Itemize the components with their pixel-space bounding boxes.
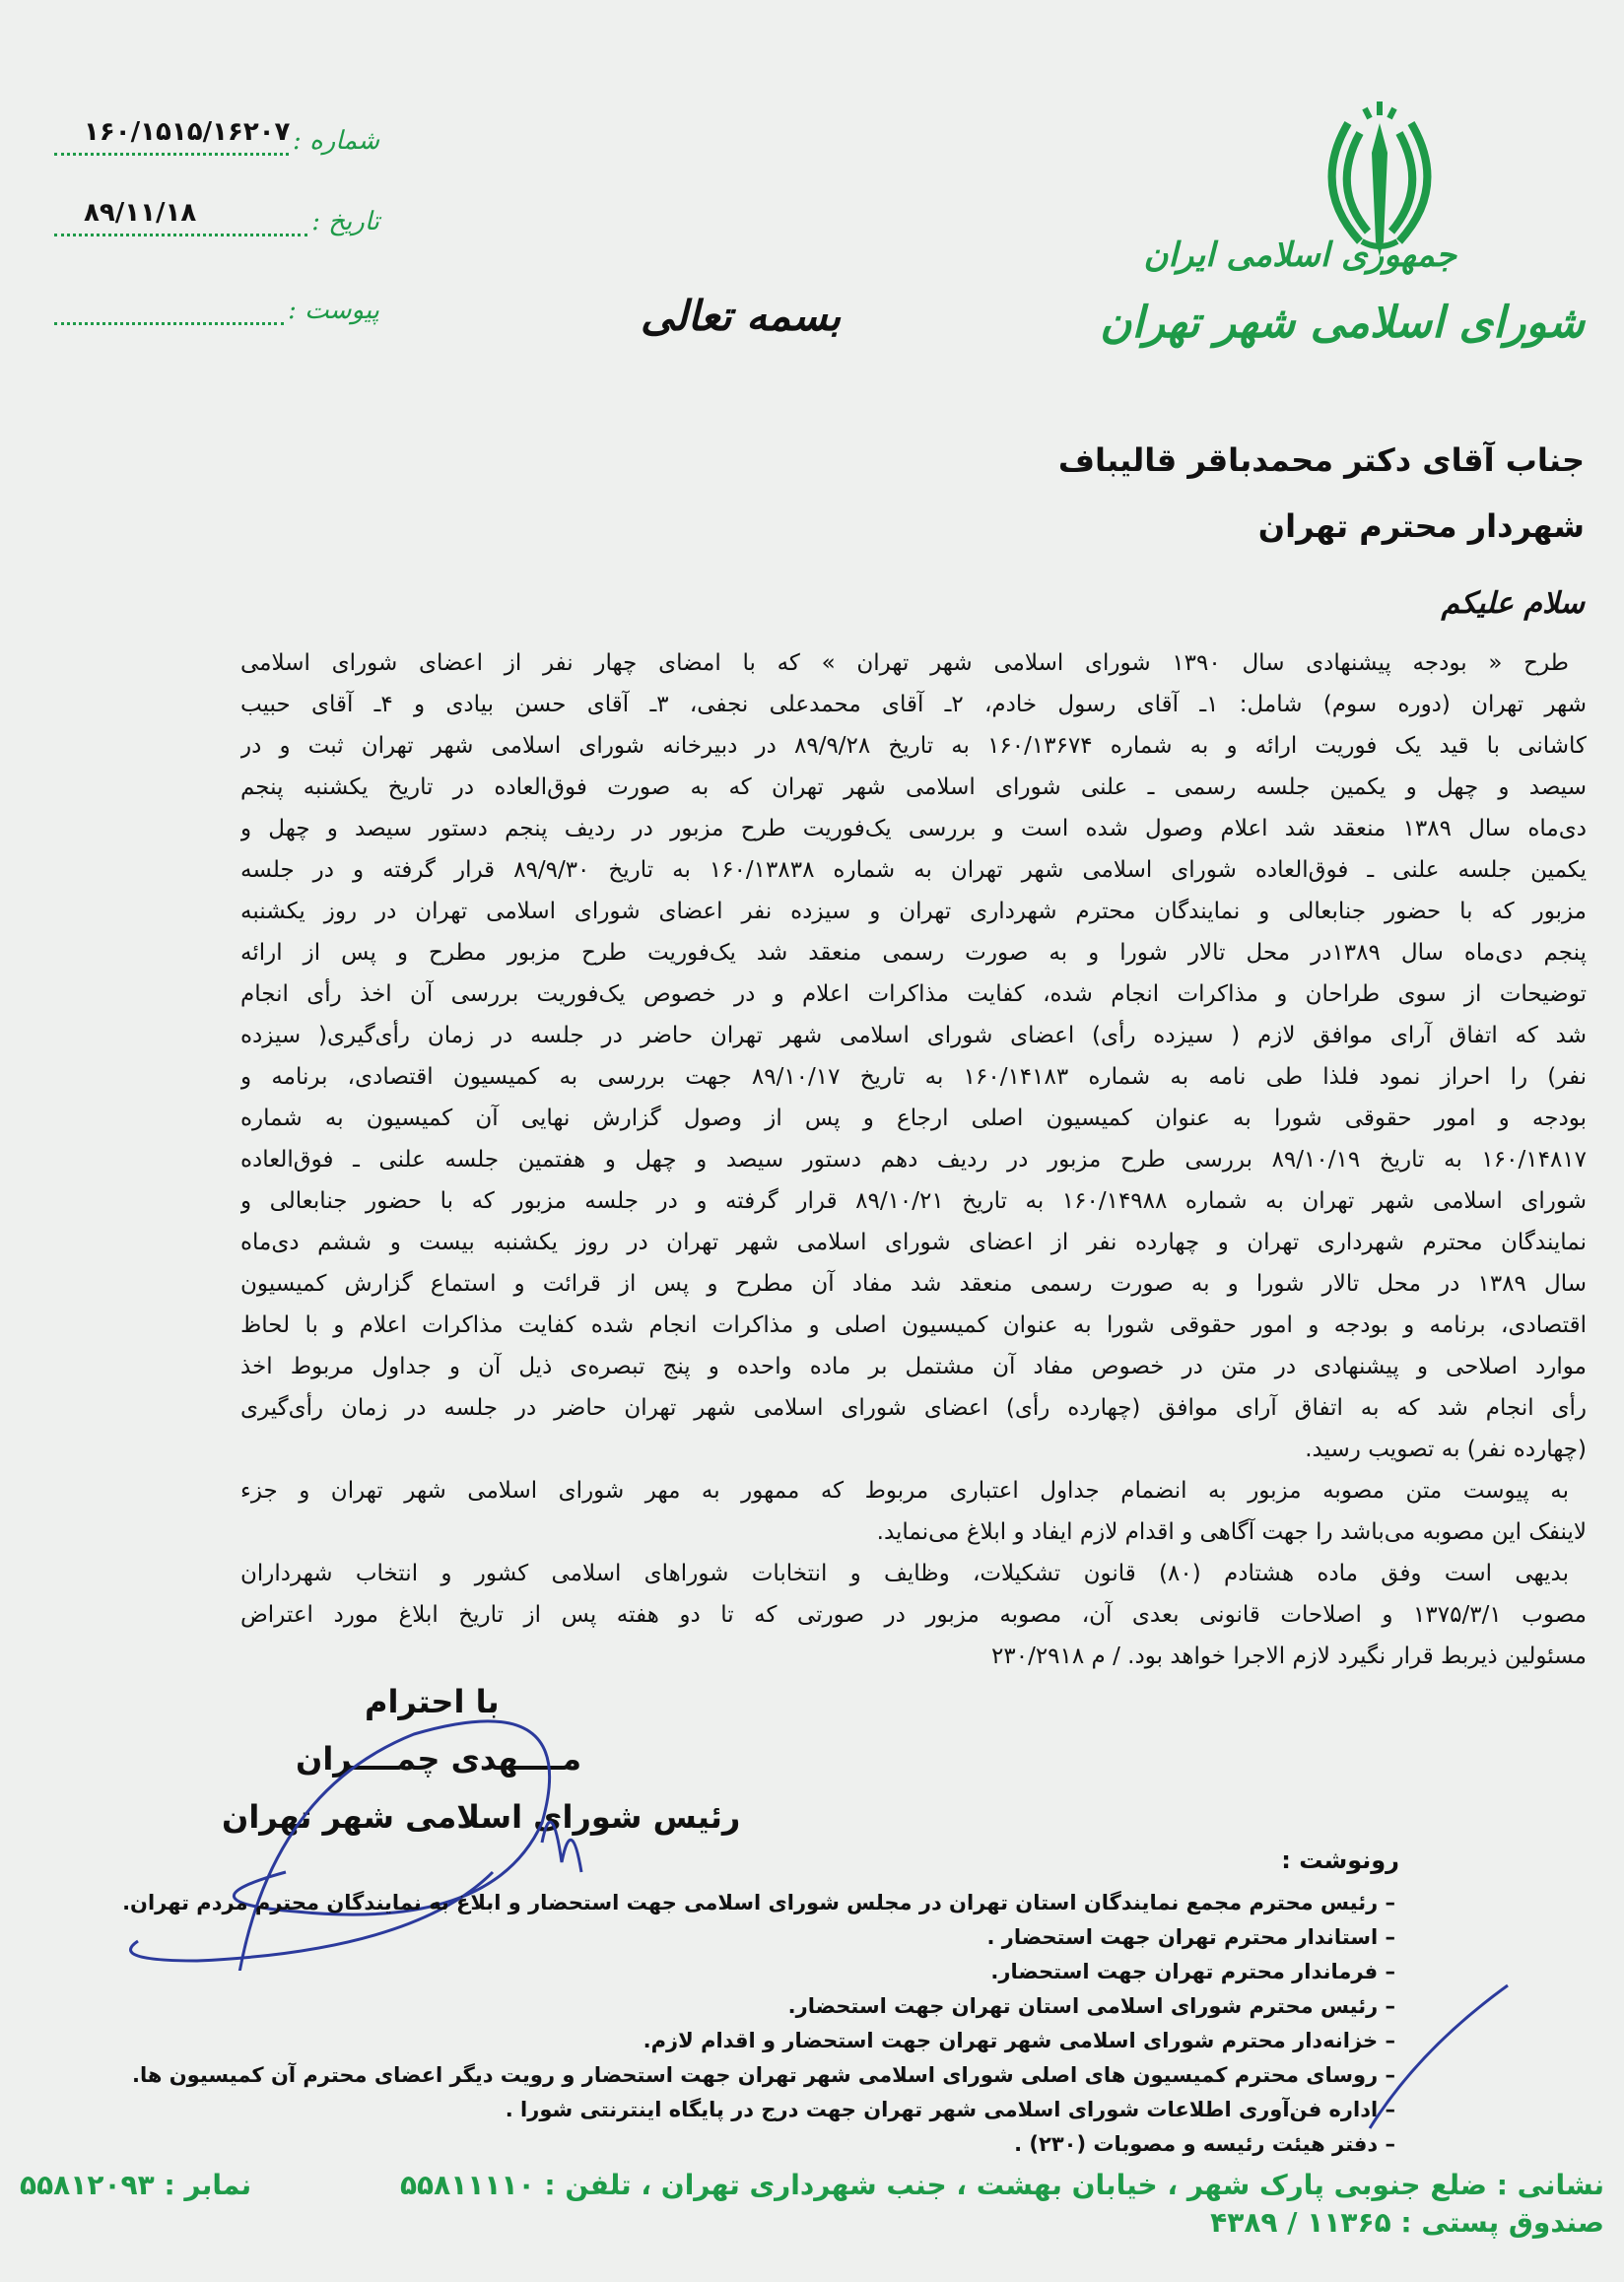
closing: با احترام: [365, 1683, 500, 1720]
cc-item: – فرماندار محترم تهران جهت استحضار.: [990, 1960, 1395, 1983]
footer-address: نشانی : ضلع جنوبی پارک شهر ، خیابان بهشت ، جنب شهرداری تهران ، تلفن : ۵۵۸۱۱۱۱۰: [399, 2169, 1604, 2201]
body-line: موارد اصلاحی و پیشنهادی در متن در خصوص مفاد آن مشتمل بر ماده واحده و پنج تبصره‌ی ذیل آن و جداول مربوط اخذ: [240, 1354, 1587, 1379]
letter-body: [240, 642, 1587, 1677]
date-value: ۸۹/۱۱/۱۸: [84, 198, 197, 228]
body-line: سیصد و چهل و یکمین جلسه رسمی ـ علنی شورای اسلامی شهر تهران که به صورت فوق‌العاده در تاریخ یکشنبه پنجم: [240, 774, 1587, 800]
body-line: پنجم دی‌ماه سال ۱۳۸۹در محل تالار شورا و به صورت رسمی منعقد شد یک‌فوریت طرح مزبور مطرح و پس از ارائه: [240, 940, 1587, 966]
body-line: توضیحات از سوی طراحان و مذاکرات انجام شده، کفایت مذاکرات اعلام و در خصوص یک‌فوریت بررسی آن اخذ رأی انجام: [240, 981, 1587, 1007]
body-line: کاشانی با قید یک فوریت ارائه و به شماره ۱۶۰/۱۳۶۷۴ به تاریخ ۸۹/۹/۲۸ در دبیرخانه شورای اسلامی شهر تهران ثبت و در: [240, 733, 1587, 759]
body-line: سال ۱۳۸۹ در محل تالار شورا و به صورت رسمی منعقد شد مفاد آن مطرح و پس از قرائت و استماع گزارش کمیسیون: [240, 1271, 1587, 1297]
addressee-title: شهردار محترم تهران: [1257, 507, 1585, 545]
body-line: دی‌ماه سال ۱۳۸۹ منعقد شد اعلام وصول شده است و بررسی یک‌فوریت طرح مزبور در ردیف پنجم دستور سیصد و چهل و: [240, 816, 1587, 841]
body-line: بدیهی است وفق ماده هشتادم (۸۰) قانون تشکیلات، وظایف و انتخابات شوراهای اسلامی کشور و انتخاب شهرداران: [240, 1561, 1569, 1586]
body-line: نمایندگان محترم شهرداری تهران و چهارده نفر از اعضای شورای اسلامی شهر تهران در روز یکشنبه بیست و ششم دی‌ماه: [240, 1230, 1587, 1255]
greeting: سلام علیکم: [1441, 586, 1585, 621]
cc-item: – خزانه‌دار محترم شورای اسلامی شهر تهران جهت استحضار و اقدام لازم.: [643, 2029, 1395, 2052]
body-line: به پیوست متن مصوبه مزبور به انضمام جداول اعتباری مربوط که ممهور به مهر شورای اسلامی شهر تهران و جزء: [240, 1478, 1569, 1504]
signer-name: مــــهدی چمــــران: [296, 1740, 582, 1778]
body-line: (چهارده نفر) به تصویب رسید.: [1305, 1437, 1587, 1462]
cc-item: – اداره فن‌آوری اطلاعات شورای اسلامی شهر تهران جهت درج در پایگاه اینترنتی شورا .: [505, 2098, 1395, 2121]
body-line: مسئولین ذیربط قرار نگیرد لازم الاجرا خواهد بود. / م ۲۳۰/۲۹۱۸: [991, 1644, 1587, 1669]
body-line: لاینفک این مصوبه می‌باشد را جهت آگاهی و اقدام لازم ایفاد و ابلاغ می‌نماید.: [876, 1519, 1587, 1545]
body-line: اقتصادی، برنامه و بودجه و امور حقوقی شورا به عنوان کمیسیون اصلی و مذاکرات انجام شده کفایت مذاکرات اعلام و با لحاظ: [240, 1312, 1587, 1338]
body-line: بودجه و امور حقوقی شورا به عنوان کمیسیون اصلی ارجاع و پس از وصول گزارش نهایی آن کمیسیون به شماره: [240, 1106, 1587, 1131]
number-field: [54, 116, 379, 156]
attachment-field: [54, 286, 379, 325]
attachment-label: پیوست :: [288, 296, 379, 325]
body-line: طرح « بودجه پیشنهادی سال ۱۳۹۰ شورای اسلامی شهر تهران » که با امضای چهار نفر از اعضای شورای اسلامی: [240, 650, 1569, 676]
number-label: شماره :: [293, 126, 379, 156]
body-line: شورای اسلامی شهر تهران به شماره ۱۶۰/۱۴۹۸۸ به تاریخ ۸۹/۱۰/۲۱ قرار گرفته و در جلسه مزبور که با حضور جنابعالی و: [240, 1188, 1587, 1214]
cc-item: – رئیس محترم شورای اسلامی استان تهران جهت استحضار.: [787, 1994, 1395, 2018]
cc-item: – روسای محترم کمیسیون های اصلی شورای اسلامی شهر تهران جهت استحضار و رویت دیگر اعضای محترم آن کمیسیون ها.: [132, 2063, 1395, 2087]
body-line: مصوب ۱۳۷۵/۳/۱ و اصلاحات قانونی بعدی آن، مصوبه مزبور در صورتی که تا دو هفته پس از تاریخ ابلاغ مورد اعتراض: [240, 1602, 1587, 1628]
number-dotted-line: [54, 117, 291, 156]
body-line: شهر تهران (دوره سوم) شامل: ۱ـ آقای رسول خادم، ۲ـ آقای محمدعلی نجفی، ۳ـ آقای حسن بیادی و ۴ـ آقای حبیب: [240, 692, 1587, 717]
cc-item: – دفتر هیئت رئیسه و مصوبات (۲۳۰) .: [1014, 2132, 1395, 2156]
attachment-dotted-line: [54, 293, 284, 325]
signer-title: رئیس شورای اسلامی شهر تهران: [222, 1798, 741, 1836]
date-label: تاریخ :: [311, 207, 379, 236]
addressee-name: جناب آقای دکتر محمدباقر قالیباف: [1057, 441, 1585, 479]
organization-title: شورای اسلامی شهر تهران: [1100, 298, 1585, 348]
date-field: [54, 197, 379, 236]
body-line: رأی انجام شد که به اتفاق آرای موافق (چهارده رأی) اعضای شورای اسلامی شهر تهران حاضر در جلسه در زمان رأی‌گیری: [240, 1395, 1587, 1421]
body-line: شد که اتفاق آرای موافق لازم ( سیزده رأی) اعضای شورای اسلامی شهر تهران حاضر در جلسه در زمان رأی‌گیری( سیزده: [240, 1023, 1587, 1048]
country-title: جمهوری اسلامی ایران: [1143, 235, 1456, 275]
footer-po-box: صندوق پستی : ۱۱۳۶۵ / ۴۳۸۹: [1210, 2206, 1604, 2239]
body-line: نفر) را احراز نمود فلذا طی نامه به شماره ۱۶۰/۱۴۱۸۳ به تاریخ ۸۹/۱۰/۱۷ جهت بررسی به کمیسیون اقتصادی، برنامه و: [240, 1064, 1587, 1090]
cc-title: رونوشت :: [1281, 1846, 1399, 1874]
basmala: بسمه تعالی: [641, 292, 842, 340]
cc-item: – استاندار محترم تهران جهت استحضار .: [986, 1925, 1395, 1949]
cc-item: – رئیس محترم مجمع نمایندگان استان تهران در مجلس شورای اسلامی جهت استحضار و ابلاغ به نمایندگان محترم مردم تهران.: [122, 1891, 1395, 1914]
cc-list: [122, 1886, 1395, 2162]
body-line: مزبور که با حضور جنابعالی و نمایندگان محترم شهرداری تهران و سیزده نفر اعضای شورای اسلامی تهران در روز یکشنبه: [240, 899, 1587, 924]
footer-fax: نمابر : ۵۵۸۱۲۰۹۳: [20, 2169, 252, 2201]
number-value: ۱۶۰/۱۵۱۵/۱۶۲۰۷: [84, 117, 291, 147]
date-dotted-line: [54, 198, 307, 236]
footer-contact: [20, 2168, 1604, 2241]
body-line: ۱۶۰/۱۴۸۱۷ به تاریخ ۸۹/۱۰/۱۹ بررسی طرح مزبور در ردیف دهم دستور سیصد و چهل و هفتمین جلسه علنی ـ فوق‌العاده: [240, 1147, 1587, 1173]
body-line: یکمین جلسه علنی ـ فوق‌العاده شورای اسلامی شهر تهران به شماره ۱۶۰/۱۳۸۳۸ به تاریخ ۸۹/۹/۳۰ قرار گرفته و در جلسه: [240, 857, 1587, 883]
